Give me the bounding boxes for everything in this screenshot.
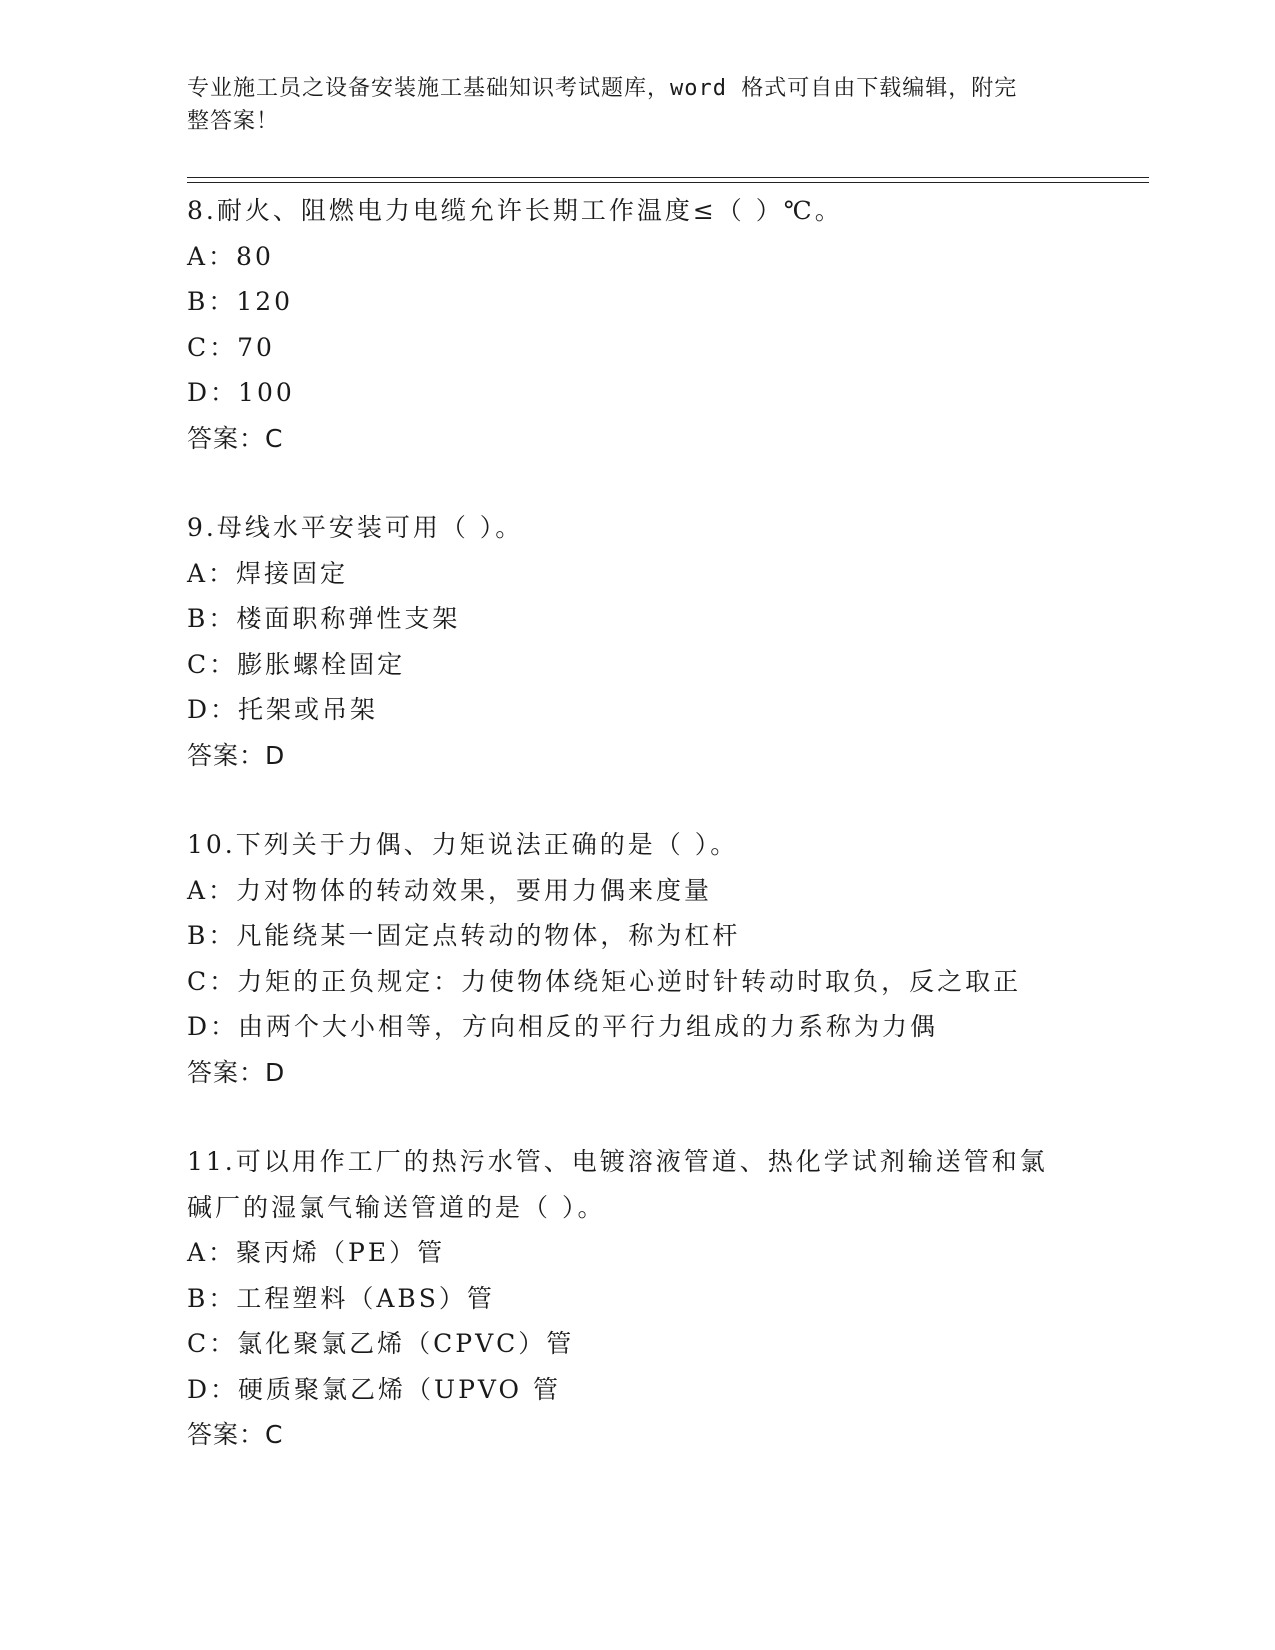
header-line: 专业施工员之设备安装施工基础知识考试题库，word 格式可自由下载编辑，附完 [187, 76, 1018, 101]
question-stem: 10.下列关于力偶、力矩说法正确的是（ ）。 [187, 830, 739, 859]
option-a: A：80 [187, 241, 274, 271]
option-c: C：膨胀螺栓固定 [187, 649, 406, 679]
question-11 [187, 1139, 1147, 1458]
question-10 [187, 822, 1147, 1095]
question-list [187, 188, 1147, 1502]
option-b: B：工程塑料（ABS）管 [187, 1283, 495, 1313]
header-rule [187, 182, 1149, 183]
question-9 [187, 505, 1147, 778]
option-a: A：力对物体的转动效果，要用力偶来度量 [187, 875, 713, 905]
answer: 答案：C [187, 1420, 284, 1449]
option-c: C：氯化聚氯乙烯（CPVC）管 [187, 1329, 575, 1358]
header-rule [187, 177, 1149, 178]
header-line: 整答案！ [187, 109, 280, 134]
option-b: B：楼面职称弹性支架 [187, 604, 461, 633]
option-d: D：100 [187, 378, 295, 407]
option-d: D：由两个大小相等，方向相反的平行力组成的力系称为力偶 [187, 1012, 939, 1041]
option-c: C：70 [187, 332, 275, 362]
answer: 答案：D [187, 740, 286, 770]
option-b: B：120 [187, 287, 294, 316]
document-header [187, 72, 1087, 138]
question-stem: 8.耐火、阻燃电力电缆允许长期工作温度≤（ ）℃。 [187, 196, 843, 225]
question-stem: 11.可以用作工厂的热污水管、电镀溶液管道、热化学试剂输送管和氯 [187, 1147, 1048, 1176]
question-8 [187, 188, 1147, 461]
option-d: D：硬质聚氯乙烯（UPVO 管 [187, 1374, 561, 1404]
option-b: B：凡能绕某一固定点转动的物体，称为杠杆 [187, 921, 741, 950]
answer: 答案：D [187, 1057, 286, 1087]
option-a: A：焊接固定 [187, 558, 349, 588]
question-stem: 碱厂的湿氯气输送管道的是（ ）。 [187, 1192, 606, 1222]
option-d: D：托架或吊架 [187, 695, 379, 724]
option-a: A：聚丙烯（PE）管 [187, 1238, 446, 1267]
option-c: C：力矩的正负规定：力使物体绕矩心逆时针转动时取负，反之取正 [187, 966, 1022, 996]
question-stem: 9.母线水平安装可用（ ）。 [187, 513, 524, 542]
answer: 答案：C [187, 423, 284, 453]
